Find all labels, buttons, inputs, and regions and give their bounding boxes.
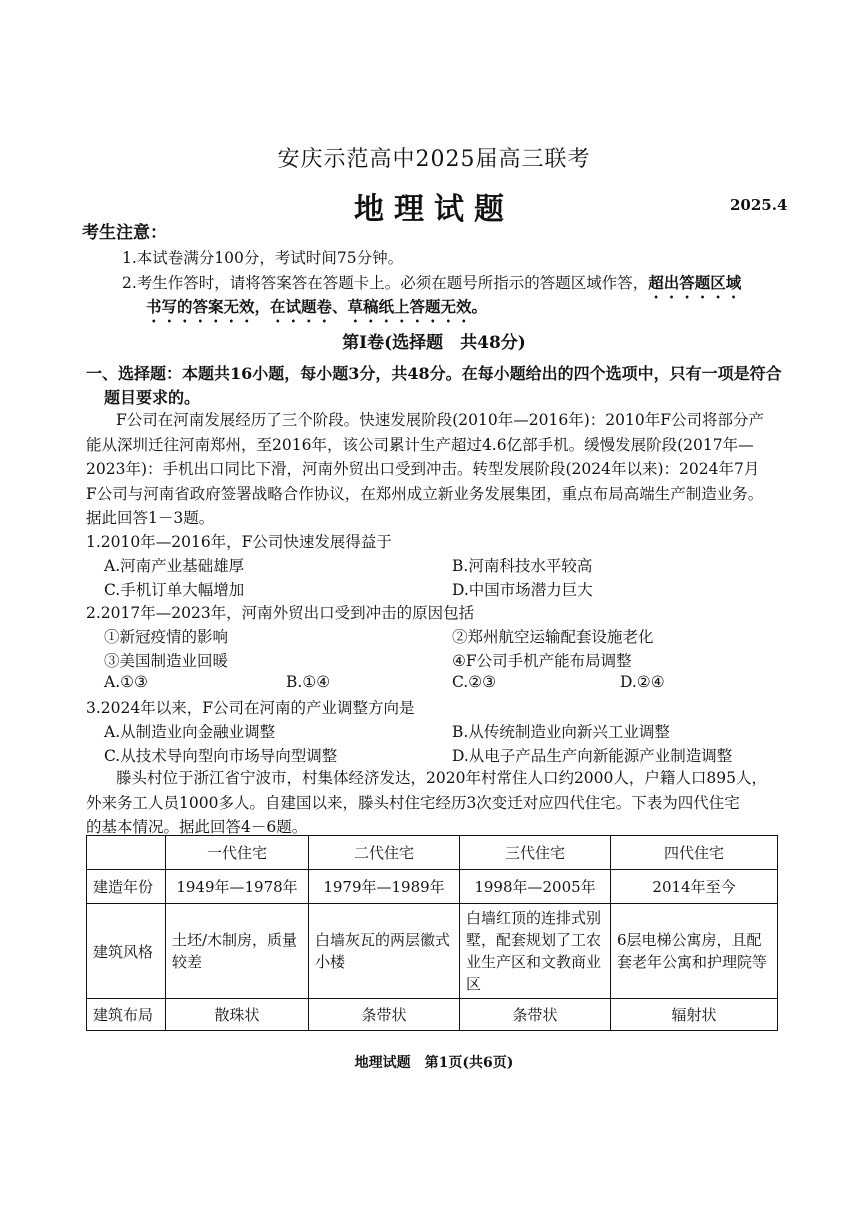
- question-1-option-c[interactable]: C.手机订单大幅增加: [104, 581, 245, 599]
- exam-date: 2025.4: [730, 196, 788, 214]
- table-cell: 白墙灰瓦的两层徽式小楼: [309, 904, 460, 999]
- school-title: 安庆示范高中2025届高三联考: [277, 147, 591, 172]
- notice-item-1: 1.本试卷满分100分，考试时间75分钟。: [122, 249, 404, 267]
- question-2-item-4: ④F公司手机产能布局调整: [452, 652, 632, 670]
- question-1-option-a[interactable]: A.河南产业基础雄厚: [104, 557, 245, 575]
- passage-1-line-5: 据此回答1－3题。: [86, 509, 215, 527]
- section-title: 第Ⅰ卷(选择题 共48分): [342, 333, 526, 353]
- part1-instruction-2: 题目要求的。: [104, 388, 201, 407]
- passage-2-line-3: 的基本情况。据此回答4－6题。: [86, 818, 308, 836]
- question-2-option-c[interactable]: C.②③: [452, 673, 497, 691]
- passage-1-line-4: F公司与河南省政府签署战略合作协议，在郑州成立新业务发展集团，重点布局高端生产制造业务。: [86, 484, 764, 503]
- table-header-row: [87, 836, 778, 870]
- notice-item-2-text: 2.考生作答时，请将答案答在答题卡上。必须在题号所指示的答题区域作答，: [122, 274, 649, 292]
- table-cell: 2014年至今: [611, 870, 778, 904]
- question-1-option-d[interactable]: D.中国市场潜力巨大: [452, 581, 593, 599]
- table-cell: 1998年—2005年: [460, 870, 611, 904]
- passage-2: [86, 766, 786, 840]
- table-cell: 土坯/木制房，质量较差: [166, 904, 309, 999]
- question-3-option-c[interactable]: C.从技术导向型向市场导向型调整: [104, 747, 338, 765]
- table-header-cell: [87, 836, 166, 870]
- question-1-option-b[interactable]: B.河南科技水平较高: [452, 557, 593, 575]
- page-title: 地理试题: [354, 192, 514, 227]
- passage-2-line-2: 外来务工人员1000多人。自建国以来，滕头村住宅经历3次变迁对应四代住宅。下表为四代住宅: [86, 793, 740, 812]
- table-cell: 辐射状: [611, 999, 778, 1031]
- question-2-option-b[interactable]: B.①④: [286, 673, 331, 691]
- table-cell: 散珠状: [166, 999, 309, 1031]
- table-cell: 条带状: [460, 999, 611, 1031]
- table-row: [87, 904, 778, 999]
- question-1-stem: 1.2010年—2016年，F公司快速发展得益于: [86, 533, 392, 551]
- table-cell: 条带状: [309, 999, 460, 1031]
- question-3-option-a[interactable]: A.从制造业向金融业调整: [104, 723, 276, 741]
- question-2-item-2: ②郑州航空运输配套设施老化: [452, 628, 654, 646]
- notice-item-2-continued: [146, 295, 487, 326]
- question-3-stem: 3.2024年以来，F公司在河南的产业调整方向是: [86, 699, 415, 717]
- question-2-stem: 2.2017年—2023年，河南外贸出口受到冲击的原因包括: [86, 604, 475, 622]
- table-row: [87, 999, 778, 1031]
- notice-heading: 考生注意：: [82, 223, 167, 243]
- table-row-header: 建造年份: [87, 870, 166, 904]
- question-2-option-d[interactable]: D.②④: [620, 673, 665, 691]
- passage-1-line-3: 2023年)：手机出口同比下滑，河南外贸出口受到冲击。转型发展阶段(2024年以来)：2024年7月: [86, 460, 760, 478]
- table-cell: 白墙红顶的连排式别墅，配套规划了工农业生产区和文教商业区: [460, 904, 611, 999]
- table-cell: 1949年—1978年: [166, 870, 309, 904]
- housing-table: [86, 835, 778, 1031]
- table-row-header: 建筑布局: [87, 999, 166, 1031]
- question-2-item-1: ①新冠疫情的影响: [104, 628, 229, 646]
- table-row: [87, 870, 778, 904]
- table-header-cell: 二代住宅: [309, 836, 460, 870]
- table-cell: 1979年—1989年: [309, 870, 460, 904]
- question-3-option-d[interactable]: D.从电子产品生产向新能源产业制造调整: [452, 747, 733, 765]
- passage-1: [86, 408, 786, 531]
- question-2-option-a[interactable]: A.①③: [104, 673, 148, 691]
- notice-item-2-emphasis: 超出答题区域: [648, 273, 742, 292]
- page-footer: 地理试题 第1页(共6页): [354, 1055, 514, 1071]
- passage-2-line-1: 滕头村位于浙江省宁波市，村集体经济发达，2020年村常住人口约2000人，户籍人口895人，: [116, 769, 767, 787]
- question-3-option-b[interactable]: B.从传统制造业向新兴工业调整: [452, 723, 670, 741]
- passage-1-line-1: F公司在河南发展经历了三个阶段。快速发展阶段(2010年—2016年)：2010年F公司将部分产: [116, 411, 764, 429]
- table-row-header: 建筑风格: [87, 904, 166, 999]
- table-header-cell: 三代住宅: [460, 836, 611, 870]
- passage-1-line-2: 能从深圳迁往河南郑州，至2016年，该公司累计生产超过4.6亿部手机。缓慢发展阶段(2017年—: [86, 435, 754, 454]
- notice-item-2-emphasis-2: 书写的答案无效，在试题卷、草稿纸上答题无效。: [146, 297, 488, 316]
- table-header-cell: 四代住宅: [611, 836, 778, 870]
- table-header-cell: 一代住宅: [166, 836, 309, 870]
- part1-instruction: 一、选择题：本题共16小题，每小题3分，共48分。在每小题给出的四个选项中，只有一项是符合: [86, 364, 782, 383]
- table-cell: 6层电梯公寓房，且配套老年公寓和护理院等: [611, 904, 778, 999]
- question-2-item-3: ③美国制造业回暖: [104, 652, 229, 670]
